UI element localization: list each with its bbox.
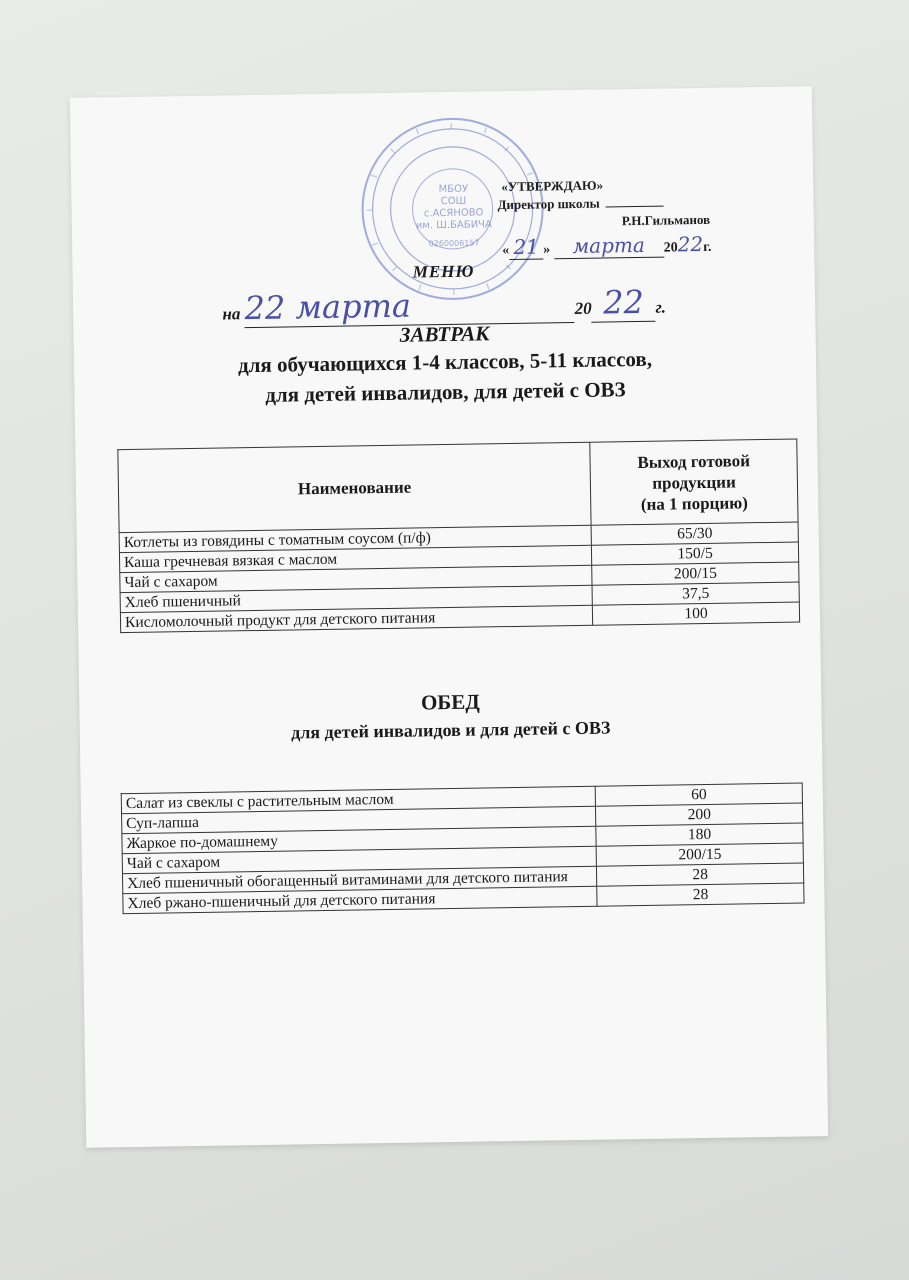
dish-name: Хлеб пшеничный [120, 585, 592, 612]
stamp-line-3: с.АСЯНОВО [423, 207, 484, 220]
dish-output: 28 [597, 863, 804, 886]
stamp-line-4: им. Ш.БАБИЧА [415, 219, 492, 232]
lunch-title: ОБЕД [420, 689, 480, 715]
lunch-subtitle: для детей инвалидов и для детей с ОВЗ [290, 717, 611, 743]
dish-name: Хлеб пшеничный обогащенный витаминами для детского питания [122, 866, 597, 893]
approval-year: 22 [677, 231, 704, 257]
lunch-table [121, 782, 805, 914]
breakfast-table [117, 439, 800, 634]
dish-output: 200 [596, 803, 803, 826]
table-header-row [118, 439, 798, 533]
dish-name: Чай с сахаром [120, 565, 592, 592]
column-header-name: Наименование [118, 442, 591, 532]
approval-day: 21 [509, 234, 543, 260]
stamp-line-2: СОШ [440, 195, 467, 208]
dish-output: 28 [597, 883, 804, 906]
dish-name: Кисломолочный продукт для детского питания [120, 605, 592, 632]
breakfast-subtitle-1: для обучающихся 1-4 классов, 5-11 классов, [237, 346, 653, 378]
column-header-output: Выход готовой продукции (на 1 порцию) [590, 439, 798, 525]
dish-output: 200/15 [592, 562, 799, 585]
breakfast-subtitle-2: для детей инвалидов, для детей с ОВЗ [265, 377, 626, 407]
stamp-code: 0260006157 [428, 238, 480, 249]
dish-output: 37,5 [592, 582, 799, 605]
position-label: Директор школы [497, 195, 600, 213]
dish-output: 150/5 [592, 542, 799, 565]
position-line [497, 195, 663, 214]
dish-name: Салат из свеклы с растительным маслом [121, 786, 596, 813]
dish-output: 100 [593, 602, 800, 625]
dish-name: Каша гречневая вязкая с маслом [119, 545, 591, 572]
director-name: Р.Н.Гильманов [621, 211, 711, 229]
dish-name: Котлеты из говядины с томатным соусом (п/ф) [119, 525, 591, 552]
breakfast-title: ЗАВТРАК [399, 321, 490, 347]
menu-year-handwritten: 22 [591, 283, 656, 323]
menu-document [70, 86, 828, 1148]
approval-date: « 21 » марта 2022г. [502, 231, 712, 259]
approve-label: «УТВЕРЖДАЮ» [501, 177, 604, 195]
dish-output: 180 [596, 823, 803, 846]
dish-name: Чай с сахаром [122, 846, 597, 873]
menu-date-handwritten: 22 марта [244, 284, 575, 328]
dish-output: 60 [595, 783, 802, 806]
dish-name: Хлеб ржано-пшеничный для детского питания [123, 886, 598, 913]
dish-output: 65/30 [591, 522, 798, 545]
approval-month: марта [554, 233, 664, 260]
dish-name: Жаркое по-домашнему [122, 826, 597, 853]
stamp-line-1: МБОУ [438, 183, 469, 196]
signature-line [606, 206, 664, 208]
menu-date: на 22 марта 20 22 г. [222, 282, 667, 328]
menu-title: МЕНЮ [412, 261, 475, 282]
dish-output: 200/15 [596, 843, 803, 866]
dish-name: Суп-лапша [122, 806, 597, 833]
